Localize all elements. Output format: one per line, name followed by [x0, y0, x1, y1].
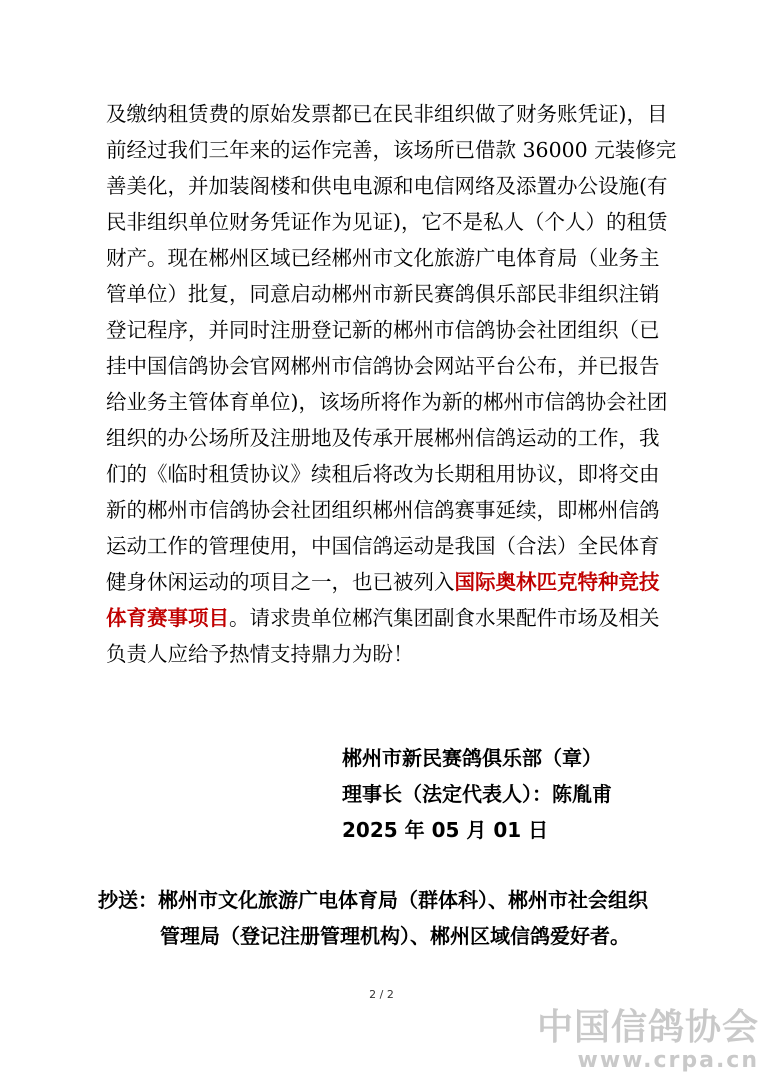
- body-line-9: 给业务主管体育单位)，该场所将作为新的郴州市信鸽协会社团: [106, 390, 668, 414]
- body-line-6: 管单位）批复，同意启动郴州市新民赛鸽俱乐部民非组织注销: [106, 282, 660, 306]
- body-line-3: 善美化，并加装阁楼和供电电源和电信网络及添置办公设施(有: [106, 174, 668, 198]
- highlight-event-text: 体育赛事项目: [106, 606, 229, 630]
- body-line-5: 财产。现在郴州区域已经郴州市文化旅游广电体育局（业务主: [106, 246, 660, 270]
- cc-line-1: [98, 882, 648, 918]
- page-number: 2 / 2: [369, 988, 394, 1001]
- signature-rep: 理事长（法定代表人）：陈胤甫: [342, 782, 612, 806]
- body-line-12: 新的郴州市信鸽协会社团组织郴州信鸽赛事延续，即郴州信鸽: [106, 498, 660, 522]
- watermark-title: 中国信鸽协会: [536, 1007, 759, 1048]
- cc-label: 抄送：: [98, 888, 158, 912]
- watermark: [537, 1008, 759, 1074]
- body-line-11: 们的《临时租赁协议》续租后将改为长期租用协议，即将交由: [106, 462, 660, 486]
- cc-block: [98, 882, 648, 954]
- body-line-8: 挂中国信鸽协会官网郴州市信鸽协会网站平台公布，并已报告: [106, 354, 660, 378]
- highlight-olympic-text: 国际奥林匹克特种竞技: [454, 570, 660, 594]
- body-line-10: 组织的办公场所及注册地及传承开展郴州信鸽运动的工作，我: [106, 426, 660, 450]
- body-line-16: 负责人应给予热情支持鼎力为盼！: [106, 642, 414, 666]
- body-line-7: 登记程序，并同时注册登记新的郴州市信鸽协会社团组织（已: [106, 318, 660, 342]
- letter-body: [106, 96, 677, 672]
- body-line-1: 及缴纳租赁费的原始发票都已在民非组织做了财务账凭证)，目: [106, 102, 668, 126]
- cc-recipients-1: 郴州市文化旅游广电体育局（群体科）、郴州市社会组织: [158, 888, 648, 912]
- body-line-15-text: 。请求贵单位郴汽集团副食水果配件市场及相关: [229, 606, 660, 630]
- signature-org: 郴州市新民赛鸽俱乐部（章）: [342, 746, 602, 770]
- signature-date: 2025 年 05 月 01 日: [342, 818, 549, 842]
- cc-recipients-2: 管理局（登记注册管理机构）、郴州区域信鸽爱好者。: [160, 924, 630, 948]
- watermark-url: www.crpa.cn: [577, 1048, 759, 1073]
- signature-block: [342, 740, 612, 848]
- body-line-15: [106, 600, 666, 636]
- body-line-14: [106, 564, 666, 600]
- body-line-13: 运动工作的管理使用，中国信鸽运动是我国（合法）全民体育: [106, 534, 660, 558]
- body-line-14-text: 健身休闲运动的项目之一，也已被列入: [106, 570, 455, 594]
- body-line-2: 前经过我们三年来的运作完善，该场所已借款 36000 元装修完: [106, 138, 677, 162]
- body-line-4: 民非组织单位财务凭证作为见证)，它不是私人（个人）的租赁: [106, 210, 668, 234]
